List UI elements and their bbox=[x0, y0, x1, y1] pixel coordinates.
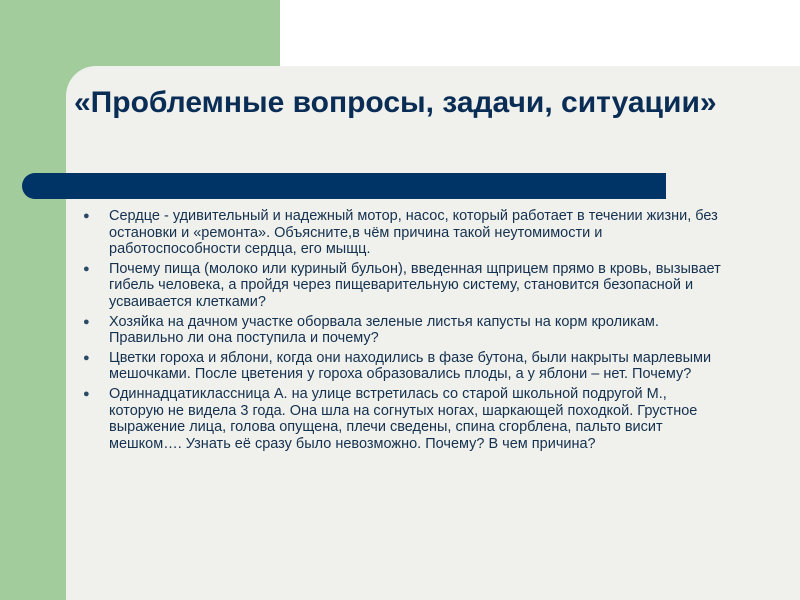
list-item-text: Почему пища (молоко или куриный бульон), введенная щприцем прямо в кровь, вызывает гибель человека, а пройдя через пищеварительную систему, становится безопасной и усваивается клетками? bbox=[109, 260, 721, 310]
bullet-dot-icon: ● bbox=[83, 315, 90, 328]
list-item bbox=[83, 208, 723, 258]
bullet-dot-icon: ● bbox=[83, 262, 90, 275]
list-item bbox=[83, 350, 723, 383]
list-item bbox=[83, 386, 723, 452]
bullet-dot-icon: ● bbox=[83, 387, 90, 400]
bullet-dot-icon: ● bbox=[83, 210, 90, 222]
slide-title: «Проблемные вопросы, задачи, ситуации» bbox=[74, 86, 717, 119]
list-item bbox=[83, 261, 723, 311]
list-item-text: Одиннадцатиклассница А. на улице встретилась со старой школьной подругой М., которую не видела 3 года. Она шла на согнутых ногах, шаркающей походкой. Грустное выражение лица, голова опущена, плечи сведены, спина сгорблена, пальто висит мешком…. Узнать её сразу было невозможно. Почему? В чем причина? bbox=[109, 385, 698, 452]
bullet-list bbox=[83, 208, 723, 455]
list-item bbox=[83, 314, 723, 347]
green-side-stripe bbox=[0, 0, 66, 600]
title-divider-bar bbox=[22, 173, 666, 199]
list-item-text: Сердце - удивительный и надежный мотор, насос, который работает в течении жизни, без остановки и «ремонта». Объясните,в чём причина такой неутомимости и работоспособности сердца, его мыщц. bbox=[109, 208, 718, 258]
list-item-text: Цветки гороха и яблони, когда они находились в фазе бутона, были накрыты марлевыми мешочками. После цветения у гороха образовались плоды, а у яблони – нет. Почему? bbox=[109, 349, 712, 383]
list-item-text: Хозяйка на дачном участке оборвала зеленые листья капусты на корм кроликам. Правильно ли она поступила и почему? bbox=[109, 313, 659, 347]
bullet-dot-icon: ● bbox=[83, 351, 90, 364]
